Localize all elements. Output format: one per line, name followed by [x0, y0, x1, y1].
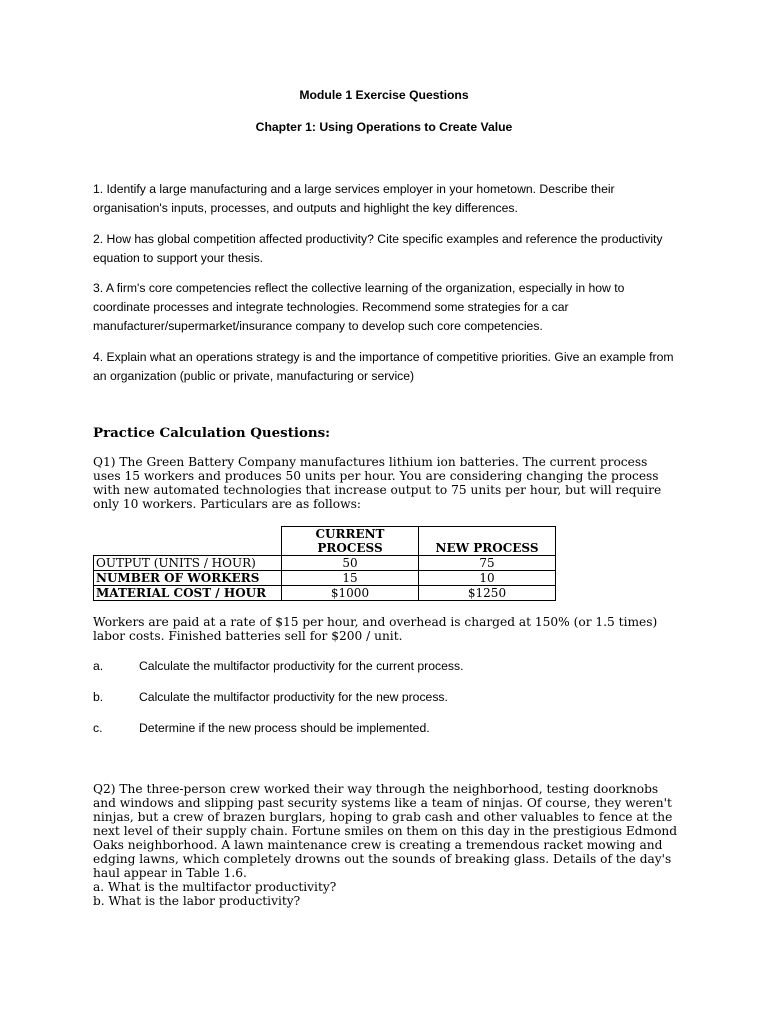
table-header-row	[94, 527, 556, 556]
part-text: Calculate the multifactor productivity for the new process.	[139, 690, 448, 704]
current-value: $1000	[282, 586, 419, 601]
table-header-new: NEW PROCESS	[419, 527, 556, 556]
table-row	[94, 586, 556, 601]
q1-details: Workers are paid at a rate of $15 per hour, and overhead is charged at 150% (or 1.5 times) labor costs. Finished batteries sell for $200 / unit.	[93, 615, 658, 643]
practice-heading: Practice Calculation Questions:	[93, 425, 331, 441]
new-value: 75	[419, 556, 556, 571]
current-value: 15	[282, 571, 419, 586]
question-3: 3. A firm's core competencies reflect the collective learning of the organization, especially in how to coordinate processes and integrate technologies. Recommend some strategies for a car manufacturer/supermarket/insurance company to develop such core competencies.	[93, 281, 625, 333]
part-letter: a.	[93, 659, 104, 673]
part-text: Determine if the new process should be implemented.	[139, 721, 430, 735]
table-row	[94, 556, 556, 571]
chapter-subtitle: Chapter 1: Using Operations to Create Value	[255, 120, 513, 134]
q2-part-b: b. What is the labor productivity?	[93, 894, 301, 908]
row-label: NUMBER OF WORKERS	[94, 571, 282, 586]
question-4: 4. Explain what an operations strategy is and the importance of competitive priorities. Give an example from an organization (public or private, manufacturing or service)	[93, 350, 674, 383]
new-value: 10	[419, 571, 556, 586]
current-value: 50	[282, 556, 419, 571]
table-header-blank	[94, 527, 282, 556]
row-label: OUTPUT (UNITS / HOUR)	[94, 556, 282, 571]
table-header-current: CURRENT PROCESS	[282, 527, 419, 556]
new-value: $1250	[419, 586, 556, 601]
table-row	[94, 571, 556, 586]
row-label: MATERIAL COST / HOUR	[94, 586, 282, 601]
part-letter: b.	[93, 690, 104, 704]
part-letter: c.	[93, 721, 103, 735]
part-text: Calculate the multifactor productivity for the current process.	[139, 659, 464, 673]
document-title: Module 1 Exercise Questions	[299, 88, 469, 102]
q2-text: Q2) The three-person crew worked their way through the neighborhood, testing doorknobs and windows and slipping past security systems like a team of ninjas. Of course, they weren't ninjas, but a crew of brazen burglars, hoping to grab cash and other valuables to fence at the next level of their supply chain. Fortune smiles on them on this day in the prestigious Edmond Oaks neighborhood. A lawn maintenance crew is creating a tremendous racket mowing and edging lawns, which completely drowns out the sounds of breaking glass. Details of the day's haul appear in Table 1.6.	[93, 782, 678, 880]
particulars-table	[93, 526, 556, 601]
q1-intro: Q1) The Green Battery Company manufactures lithium ion batteries. The current process uses 15 workers and produces 50 units per hour. You are considering changing the process with new automated technologies that increase output to 75 units per hour, but will require only 10 workers. Particulars are as follows:	[93, 455, 662, 511]
question-1: 1. Identify a large manufacturing and a large services employer in your hometown. Describe their organisation's inputs, processes, and outputs and highlight the key differences.	[93, 182, 615, 215]
q2-part-a: a. What is the multifactor productivity?	[93, 880, 337, 894]
question-2: 2. How has global competition affected productivity? Cite specific examples and reference the productivity equation to support your thesis.	[93, 232, 663, 265]
